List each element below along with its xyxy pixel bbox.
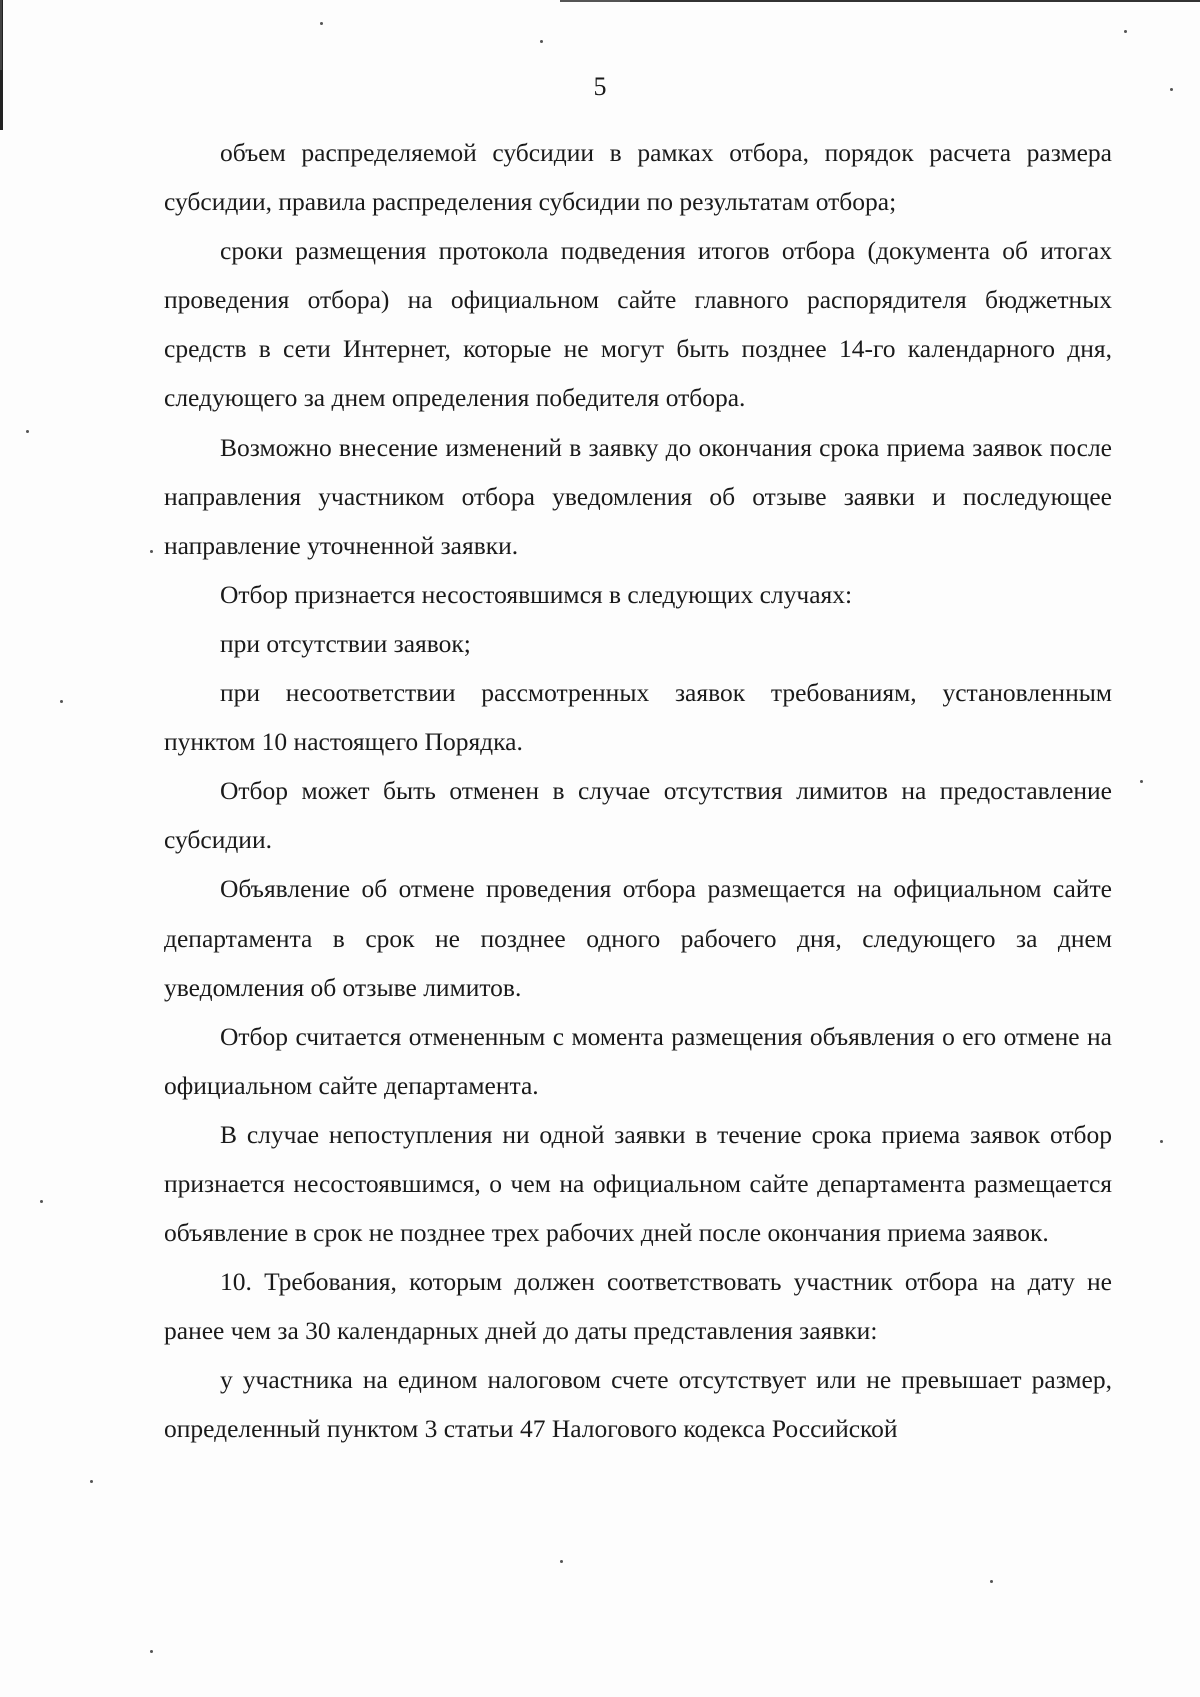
- page-number: 5: [593, 72, 607, 101]
- scan-speck: [1160, 1140, 1163, 1143]
- paragraph: В случае непоступления ни одной заявки в течение срока приема заявок отбор признается несостоявшимся, о чем на официальном сайте департамента размещается объявление в срок не позднее трех рабочих дней после окончания приема заявок.: [164, 1119, 1112, 1248]
- paragraph: при несоответствии рассмотренных заявок требованиям, установленным пунктом 10 настоящего Порядка.: [164, 678, 1112, 757]
- paragraph: Объявление об отмене проведения отбора размещается на официальном сайте департамента в срок не позднее одного рабочего дня, следующего за днем уведомления об отзыве лимитов.: [164, 874, 1112, 1002]
- paragraph: Возможно внесение изменений в заявку до окончания срока приема заявок после направления участником отбора уведомления об отзыве заявки и последующее направление уточненной заявки.: [164, 432, 1112, 560]
- scan-top-edge-fragment: [560, 0, 630, 2]
- scan-speck: [150, 1650, 153, 1653]
- scan-speck: [990, 1580, 993, 1583]
- paragraph: Отбор считается отмененным с момента размещения объявления о его отмене на официальном сайте департамента.: [164, 1021, 1112, 1100]
- scan-speck: [90, 1480, 93, 1483]
- scan-speck: [320, 22, 323, 25]
- paragraph: Отбор признается несостоявшимся в следующих случаях:: [220, 579, 853, 609]
- scan-speck: [1140, 780, 1143, 783]
- scan-speck: [1170, 88, 1173, 91]
- scan-speck: [1124, 30, 1127, 33]
- scan-speck: [40, 1200, 43, 1203]
- scan-speck: [150, 550, 153, 553]
- scan-speck: [560, 1560, 563, 1563]
- paragraph: объем распределяемой субсидии в рамках отбора, порядок расчета размера субсидии, правила распределения субсидии по результатам отбора;: [164, 138, 1112, 217]
- scan-top-edge: [580, 0, 1200, 2]
- paragraph: Отбор может быть отменен в случае отсутствия лимитов на предоставление субсидии.: [164, 776, 1112, 855]
- scan-speck: [60, 700, 63, 703]
- paragraph: у участника на едином налоговом счете отсутствует или не превышает размер, определенный пунктом 3 статьи 47 Налогового кодекса Российской: [164, 1365, 1112, 1444]
- scan-left-edge-shadow: [0, 0, 2, 70]
- body-text: [164, 128, 1112, 1454]
- scan-speck: [540, 40, 543, 43]
- scan-speck: [26, 430, 29, 433]
- paragraph: при отсутствии заявок;: [220, 628, 471, 658]
- paragraph: сроки размещения протокола подведения итогов отбора (документа об итогах проведения отбора) на официальном сайте главного распорядителя бюджетных средств в сети Интернет, которые не могут быть позднее 14-го календарного дня, следующего за днем определения победителя отбора.: [164, 236, 1112, 413]
- paragraph: 10. Требования, которым должен соответствовать участник отбора на дату не ранее чем за 30 календарных дней до даты представления заявки:: [164, 1267, 1112, 1346]
